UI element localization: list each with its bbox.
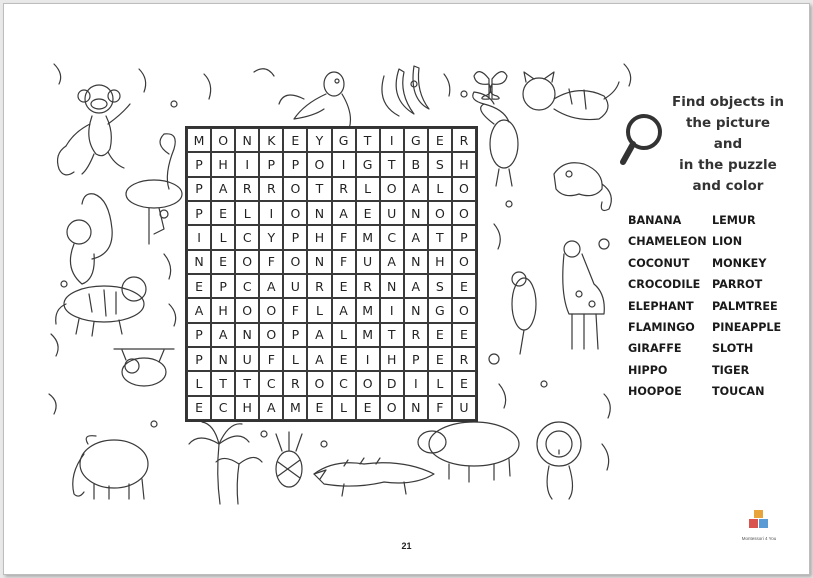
grid-cell: H	[380, 347, 404, 371]
grid-cell: R	[235, 177, 259, 201]
grid-cell: P	[259, 152, 283, 176]
bananas-drawing	[382, 66, 429, 116]
grid-cell: I	[356, 347, 380, 371]
grid-cell: E	[283, 128, 307, 152]
grid-cell: R	[356, 274, 380, 298]
grid-cell: R	[452, 347, 476, 371]
grid-cell: O	[211, 128, 235, 152]
grid-cell: F	[332, 225, 356, 249]
word-item: LION	[712, 235, 743, 249]
word-item: PINEAPPLE	[712, 320, 782, 334]
grid-cell: C	[235, 225, 259, 249]
giraffe-drawing	[563, 241, 605, 349]
grid-cell: U	[235, 347, 259, 371]
grid-cell: T	[307, 177, 331, 201]
grid-cell: E	[307, 396, 331, 420]
grid-cell: O	[235, 298, 259, 322]
grid-cell: H	[211, 298, 235, 322]
tiger-drawing	[56, 277, 146, 336]
grid-cell: E	[332, 274, 356, 298]
instruction-line-2: the picture	[685, 115, 771, 131]
instruction-text	[668, 92, 788, 197]
chameleon-drawing	[554, 163, 611, 211]
grid-cell: C	[259, 371, 283, 395]
grid-cell: S	[428, 152, 452, 176]
word-item: ELEPHANT	[628, 299, 694, 313]
instruction-line-5: and color	[692, 178, 764, 194]
grid-cell: N	[187, 250, 211, 274]
grid-cell: G	[356, 152, 380, 176]
grid-cell: O	[452, 250, 476, 274]
word-list-column-2	[712, 210, 781, 403]
grid-cell: A	[259, 274, 283, 298]
grid-cell: G	[332, 128, 356, 152]
word-item: HIPPO	[628, 363, 668, 377]
grid-cell: O	[380, 396, 404, 420]
grid-cell: L	[332, 323, 356, 347]
grid-cell: R	[283, 371, 307, 395]
parrot-drawing	[279, 72, 350, 129]
grid-cell: A	[380, 250, 404, 274]
grid-cell: L	[307, 298, 331, 322]
butterfly-drawing	[474, 72, 507, 100]
grid-cell: P	[211, 274, 235, 298]
magnifying-glass-icon	[618, 110, 664, 170]
grid-cell: O	[235, 250, 259, 274]
grid-cell: T	[235, 371, 259, 395]
grid-cell: F	[332, 250, 356, 274]
instruction-line-1: Find objects in	[672, 94, 784, 110]
word-item: SLOTH	[712, 342, 754, 356]
grid-cell: L	[428, 371, 452, 395]
lemur-drawing	[67, 194, 112, 284]
grid-cell: N	[380, 274, 404, 298]
grid-cell: M	[283, 396, 307, 420]
grid-cell: M	[356, 298, 380, 322]
word-search-grid	[185, 126, 478, 422]
grid-cell: N	[307, 201, 331, 225]
grid-cell: H	[452, 152, 476, 176]
grid-cell: P	[283, 225, 307, 249]
grid-cell: A	[307, 323, 331, 347]
grid-cell: O	[283, 201, 307, 225]
grid-cell: U	[283, 274, 307, 298]
word-item: TOUCAN	[712, 385, 765, 399]
word-item: FLAMINGO	[628, 320, 695, 334]
grid-cell: O	[452, 201, 476, 225]
grid-cell: N	[404, 298, 428, 322]
grid-cell: O	[259, 323, 283, 347]
grid-cell: O	[259, 298, 283, 322]
grid-cell: I	[404, 371, 428, 395]
grid-cell: H	[307, 225, 331, 249]
grid-cell: N	[404, 201, 428, 225]
grid-cell: L	[428, 177, 452, 201]
word-item: TIGER	[712, 363, 750, 377]
grid-cell: S	[428, 274, 452, 298]
grid-cell: E	[356, 396, 380, 420]
grid-cell: U	[452, 396, 476, 420]
grid-cell: R	[452, 128, 476, 152]
grid-cell: E	[211, 201, 235, 225]
grid-cell: O	[307, 152, 331, 176]
grid-cell: E	[428, 347, 452, 371]
grid-cell: E	[452, 323, 476, 347]
blocks-logo-icon	[748, 509, 770, 529]
grid-cell: A	[259, 396, 283, 420]
grid-cell: P	[187, 201, 211, 225]
grid-cell: C	[380, 225, 404, 249]
word-item: PALMTREE	[712, 299, 778, 313]
grid-cell: D	[380, 371, 404, 395]
grid-cell: A	[211, 177, 235, 201]
grid-cell: E	[332, 347, 356, 371]
grid-cell: T	[380, 323, 404, 347]
grid-cell: E	[211, 250, 235, 274]
grid-cell: M	[187, 128, 211, 152]
palm-trees-drawing	[189, 422, 262, 504]
grid-cell: N	[235, 128, 259, 152]
instruction-line-4: in the puzzle	[679, 157, 777, 173]
grid-cell: A	[404, 177, 428, 201]
grid-cell: I	[187, 225, 211, 249]
grid-cell: E	[187, 274, 211, 298]
grid-cell: R	[307, 274, 331, 298]
publisher-logo	[734, 509, 784, 541]
grid-cell: P	[404, 347, 428, 371]
grid-cell: A	[404, 225, 428, 249]
word-search-cells	[187, 128, 476, 420]
grid-cell: I	[259, 201, 283, 225]
grid-cell: F	[259, 250, 283, 274]
grid-cell: E	[452, 371, 476, 395]
grid-cell: R	[332, 177, 356, 201]
grid-cell: A	[187, 298, 211, 322]
word-item: CROCODILE	[628, 278, 701, 292]
grid-cell: A	[404, 274, 428, 298]
grid-cell: N	[404, 396, 428, 420]
pineapple-drawing	[276, 432, 302, 487]
grid-cell: P	[187, 323, 211, 347]
word-item: BANANA	[628, 214, 682, 227]
grid-cell: A	[307, 347, 331, 371]
toucan-drawing	[473, 92, 518, 186]
grid-cell: R	[404, 323, 428, 347]
page-number: 21	[401, 541, 412, 551]
grid-cell: P	[452, 225, 476, 249]
grid-cell: O	[356, 371, 380, 395]
grid-cell: P	[187, 177, 211, 201]
grid-cell: U	[380, 201, 404, 225]
grid-cell: R	[259, 177, 283, 201]
grid-cell: P	[283, 152, 307, 176]
grid-cell: L	[235, 201, 259, 225]
grid-cell: N	[307, 250, 331, 274]
grid-cell: Y	[259, 225, 283, 249]
grid-cell: P	[187, 152, 211, 176]
grid-cell: C	[332, 371, 356, 395]
grid-cell: T	[380, 152, 404, 176]
grid-cell: E	[428, 323, 452, 347]
parrot-perched-drawing	[512, 272, 536, 354]
grid-cell: O	[380, 177, 404, 201]
grid-cell: E	[428, 128, 452, 152]
grid-cell: G	[404, 128, 428, 152]
grid-cell: N	[211, 347, 235, 371]
flamingo-drawing	[126, 134, 182, 244]
grid-cell: L	[187, 371, 211, 395]
grid-cell: O	[283, 177, 307, 201]
grid-cell: C	[235, 274, 259, 298]
grid-cell: A	[332, 201, 356, 225]
grid-cell: N	[404, 250, 428, 274]
grid-cell: F	[283, 298, 307, 322]
word-item: MONKEY	[712, 256, 767, 270]
grid-cell: T	[356, 128, 380, 152]
monkey-drawing	[58, 85, 130, 175]
grid-cell: I	[332, 152, 356, 176]
logo-text: Montessori 4 You	[741, 536, 777, 541]
grid-cell: K	[259, 128, 283, 152]
grid-cell: U	[356, 250, 380, 274]
word-item: GIRAFFE	[628, 342, 682, 356]
grid-cell: C	[211, 396, 235, 420]
grid-cell: O	[452, 298, 476, 322]
grid-cell: M	[356, 323, 380, 347]
grid-cell: H	[211, 152, 235, 176]
grid-cell: F	[428, 396, 452, 420]
grid-cell: I	[380, 298, 404, 322]
word-list-column-1	[628, 210, 707, 403]
grid-cell: B	[404, 152, 428, 176]
grid-cell: E	[187, 396, 211, 420]
grid-cell: H	[235, 396, 259, 420]
grid-cell: P	[187, 347, 211, 371]
sloth-drawing	[114, 349, 174, 386]
grid-cell: O	[283, 250, 307, 274]
grid-cell: T	[211, 371, 235, 395]
grid-cell: I	[380, 128, 404, 152]
crocodile-drawing	[314, 458, 434, 496]
elephant-drawing	[73, 436, 148, 499]
grid-cell: E	[452, 274, 476, 298]
grid-cell: L	[283, 347, 307, 371]
grid-cell: G	[428, 298, 452, 322]
word-item: CHAMELEON	[628, 235, 707, 249]
grid-cell: Y	[307, 128, 331, 152]
lion-drawing	[537, 422, 581, 499]
grid-cell: L	[211, 225, 235, 249]
grid-cell: O	[428, 201, 452, 225]
grid-cell: O	[452, 177, 476, 201]
grid-cell: E	[356, 201, 380, 225]
grid-cell: L	[332, 396, 356, 420]
grid-cell: I	[235, 152, 259, 176]
grid-cell: F	[259, 347, 283, 371]
grid-cell: L	[356, 177, 380, 201]
word-item: LEMUR	[712, 214, 756, 227]
word-item: PARROT	[712, 278, 763, 292]
word-item: HOOPOE	[628, 385, 682, 399]
grid-cell: N	[235, 323, 259, 347]
grid-cell: P	[283, 323, 307, 347]
grid-cell: M	[356, 225, 380, 249]
grid-cell: A	[332, 298, 356, 322]
grid-cell: T	[428, 225, 452, 249]
tiger-cub-drawing	[523, 72, 619, 120]
grid-cell: H	[428, 250, 452, 274]
word-item: COCONUT	[628, 256, 690, 270]
instruction-line-3: and	[713, 136, 743, 152]
worksheet-page	[3, 3, 810, 575]
grid-cell: O	[307, 371, 331, 395]
grid-cell: A	[211, 323, 235, 347]
